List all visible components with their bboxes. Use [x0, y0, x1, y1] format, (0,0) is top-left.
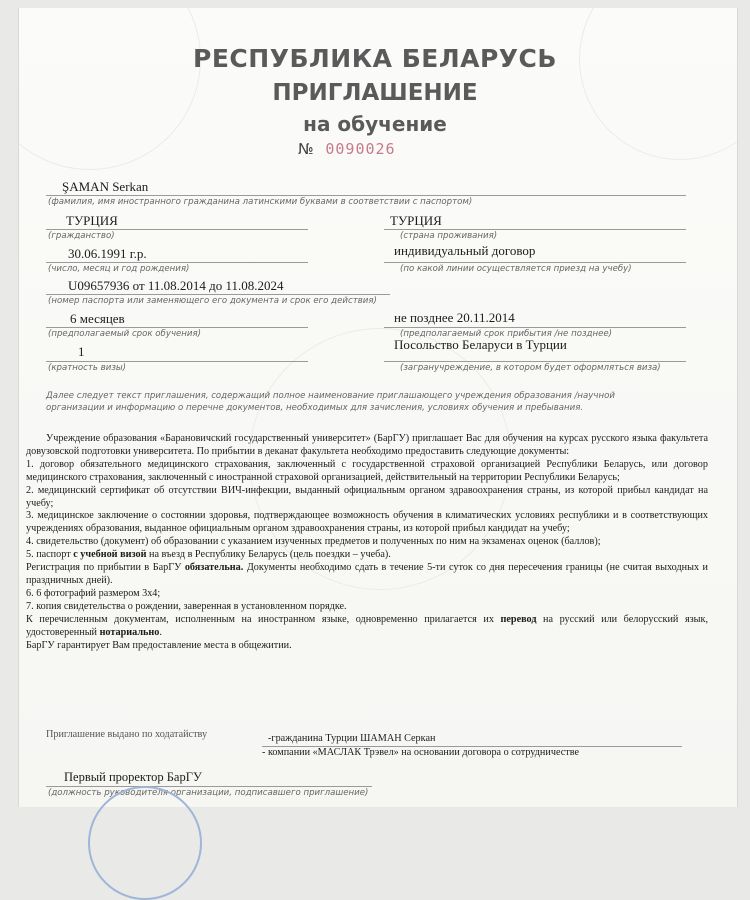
visa-institution-caption: (загранучреждение, в котором будет оформляться виза) [400, 363, 661, 373]
body-registration: Регистрация по прибытии в БарГУ обязательна. Документы необходимо сдать в течение 5-ти суток со дня пересечения границы (не считая выходных и праздничных дней). [26, 562, 708, 586]
document-number [298, 140, 396, 159]
country-heading: РЕСПУБЛИКА БЕЛАРУСЬ [193, 44, 557, 73]
official-stamp [88, 786, 202, 900]
body-item-1: 1. договор обязательного медицинского страхования, заключенный с государственной страховой организацией Республики Беларусь, или договор медицинского страхования, заключенный с иностранной страховой организацией, действительный на территории Республики Беларусь; [26, 458, 708, 483]
name-caption: (фамилия, имя иностранного гражданина латинскими буквами в соответствии с паспортом) [48, 197, 473, 207]
arrival-basis-line [384, 262, 686, 263]
body-item-4: 4. свидетельство (документ) об образовании с указанием изученных предметов и полученных по ним на экзаменах оценок (баллов); [26, 536, 601, 548]
body-item-2: 2. медицинский сертификат об отсутствии ВИЧ-инфекции, выданный официальным органом здравоохранения страны, из которой прибыл кандидат на учебу; [26, 484, 708, 509]
body-dormitory: БарГУ гарантирует Вам предоставление места в общежитии. [26, 639, 292, 651]
residence-line [384, 229, 686, 230]
passport-line [46, 294, 390, 295]
body-intro: Учреждение образования «Барановичский государственный университет» (БарГУ) приглашает Вас для обучения на курсах русского языка факультета довузовской подготовки университета. По прибытии в деканат факультета необходимо предоставить следующие документы: [26, 433, 708, 457]
instruction-note: Далее следует текст приглашения, содержащий полное наименование приглашающего учреждения образования /научной организации и информацию о перечне документов, необходимых для зачисления, условиях обучения и пребывания. [46, 391, 615, 413]
invitation-body [26, 433, 708, 652]
birth-value: 30.06.1991 г.р. [68, 246, 147, 261]
document-subtitle: на обучение [303, 112, 447, 136]
arrival-date-caption: (предполагаемый срок прибытия /не позднее) [400, 329, 613, 339]
residence-caption: (страна проживания) [400, 231, 498, 241]
signer-caption: (должность руководителя организации, подписавшего приглашение) [48, 788, 369, 798]
name-value: ŞAMAN Serkan [62, 179, 149, 194]
signer-line [46, 786, 372, 787]
study-term-value: 6 месяцев [70, 311, 125, 326]
birth-caption: (число, месяц и год рождения) [48, 264, 190, 274]
issued-label: Приглашение выдано по ходатайству [46, 729, 208, 740]
arrival-basis-value: индивидуальный договор [394, 243, 536, 258]
visa-institution-line [384, 361, 686, 362]
issued-line-1: -гражданина Турции ШАМАН Серкан [268, 733, 436, 744]
arrival-date-line [384, 327, 686, 328]
passport-caption: (номер паспорта или заменяющего его документа и срок его действия) [48, 296, 377, 306]
document-title: ПРИГЛАШЕНИЕ [272, 80, 478, 106]
study-term-caption: (предполагаемый срок обучения) [48, 329, 202, 339]
body-item-7: 7. копия свидетельства о рождении, заверенная в установленном порядке. [26, 600, 347, 612]
visa-multiplicity-caption: (кратность визы) [48, 363, 127, 373]
study-term-line [46, 327, 308, 328]
signer-position-value: Первый проректор БарГУ [64, 770, 202, 784]
citizenship-line [46, 229, 308, 230]
citizenship-caption: (гражданство) [48, 231, 115, 241]
issued-line-2: - компании «МАСЛАК Трэвел» на основании договора о сотрудничестве [262, 747, 579, 758]
arrival-date-value: не позднее 20.11.2014 [394, 310, 515, 325]
passport-value: U09657936 от 11.08.2014 до 11.08.2024 [68, 278, 284, 293]
visa-institution-value: Посольство Беларуси в Турции [394, 337, 567, 352]
body-item-6: 6. 6 фотографий размером 3х4; [26, 587, 161, 599]
body-translation: К перечисленным документам, исполненным на иностранном языке, одновременно прилагается их перевод на русский или белорусский язык, удостоверенный нотариально. [26, 613, 708, 638]
visa-multiplicity-line [46, 361, 308, 362]
number-label: № [298, 140, 314, 158]
visa-multiplicity-value: 1 [78, 344, 85, 359]
name-line [46, 195, 686, 196]
birth-line [46, 262, 308, 263]
citizenship-value: ТУРЦИЯ [66, 213, 118, 228]
number-value: 0090026 [325, 140, 396, 158]
body-item-5: 5. паспорт с учебной визой на въезд в Республику Беларусь (цель поездки – учеба). [26, 549, 391, 561]
arrival-basis-caption: (по какой линии осуществляется приезд на учебу) [400, 264, 632, 274]
body-item-3: 3. медицинское заключение о состоянии здоровья, подтверждающее возможность обучения в климатических условиях республики и в соответствующих учреждениях образования, выданное официальным органом здравоохранения страны, из которой прибыл кандидат на учебу; [26, 510, 708, 535]
residence-value: ТУРЦИЯ [390, 213, 442, 228]
